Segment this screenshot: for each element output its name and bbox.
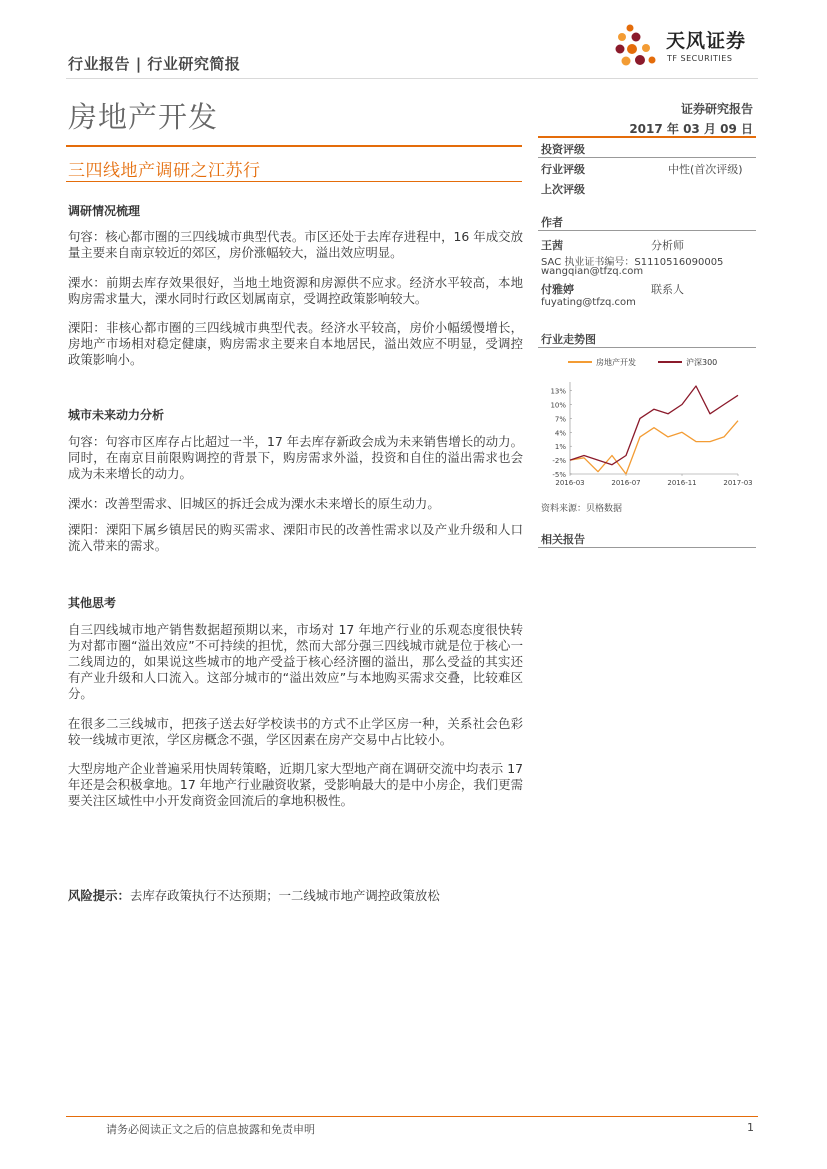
sidebar-rule: [538, 547, 756, 548]
x-tick-label: 2016-03: [555, 479, 585, 487]
x-tick-label: 2017-03: [723, 479, 753, 487]
paragraph: 溧阳：非核心都市圈的三四线城市典型代表。经济水平较高，房价小幅缓慢增长，房地产市场相对稳定健康，购房需求主要来自本地居民，溢出效应不明显，受调控政策影响小。: [68, 320, 523, 367]
author-role: 分析师: [651, 239, 684, 252]
y-tick-label: 1%: [554, 443, 566, 452]
section-heading: 城市未来动力分析: [68, 408, 165, 422]
title-rule: [66, 145, 522, 147]
sector-title: 房地产开发: [68, 100, 219, 134]
y-tick-label: 4%: [554, 429, 566, 438]
paragraph: 在很多二三线城市，把孩子送去好学校读书的方式不止学区房一种，关系社会色彩较一线城市更浓，学区房概念不强，学区因素在房产交易中占比较小。: [68, 716, 523, 747]
legend-label: 房地产开发: [596, 358, 636, 367]
paragraph: 溧水：前期去库存效果很好，当地土地资源和房源供不应求。经济水平较高，本地购房需求量大，溧水同时行政区划属南京，受调控政策影响较大。: [68, 275, 523, 306]
industry-rating-value: 中性(首次评级): [668, 163, 743, 176]
y-tick-label: -2%: [552, 457, 566, 466]
report-subtitle: 三四线地产调研之江苏行: [68, 161, 261, 181]
prev-rating-label: 上次评级: [541, 183, 585, 196]
chart-source: 资料来源：贝格数据: [541, 504, 623, 514]
sidebar-rule: [538, 157, 756, 158]
industry-rating-label: 行业评级: [541, 163, 585, 176]
paragraph: 自三四线城市地产销售数据超预期以来，市场对 17 年地产行业的乐观态度很快转为对都市圈“溢出效应”不可持续的担忧，然而大部分强三四线城市就是位于核心一二线周边的，如果说这些城市的地产受益于核心经济圈的溢出，那么受益的其实还有产业升级和人口流入。这部分城市的“溢出效应”与本地购买需求交叠，比较难区分。: [68, 622, 523, 701]
section-heading: 调研情况梳理: [68, 204, 141, 218]
sidebar-rule: [538, 347, 756, 348]
paragraph: 句容：核心都市圈的三四线城市典型代表。市区还处于去库存进程中，16 年成交放量主要来自南京较近的郊区，房价涨幅较大，溢出效应明显。: [68, 229, 523, 260]
paragraph: 大型房地产企业普遍采用快周转策略，近期几家大型地产商在调研交流中均表示 17 年还是会积极拿地。17 年地产行业融资收紧，受影响最大的是中小房企，我们更需要关注区域性中小开发商资金回流后的拿地积极性。: [68, 761, 523, 808]
header-divider: [66, 78, 758, 79]
x-tick-label: 2016-11: [667, 479, 697, 487]
legend-label: 沪深300: [686, 358, 718, 367]
trend-heading: 行业走势图: [541, 333, 596, 346]
footer-disclaimer[interactable]: 请务必阅读正文之后的信息披露和免责申明: [106, 1123, 315, 1136]
logo-subtitle: TF SECURITIES: [667, 54, 733, 63]
paragraph: 溧水：改善型需求、旧城区的拆迁会成为溧水未来增长的原生动力。: [68, 496, 440, 511]
y-tick-label: 10%: [550, 401, 566, 410]
subtitle-rule: [66, 181, 522, 182]
paragraph: 溧阳：溧阳下属乡镇居民的购买需求、溧阳市民的改善性需求以及产业升级和人口流入带来的需求。: [68, 522, 523, 553]
industry-trend-chart: [538, 350, 758, 500]
sidebar-top-rule: [538, 136, 756, 138]
author-license: SAC 执业证书编号：S1110516090005: [541, 257, 724, 268]
author-email[interactable]: fuyating@tfzq.com: [541, 297, 636, 308]
paragraph: 句容：句容市区库存占比超过一半，17 年去库存新政会成为未来销售增长的动力。同时，在南京目前限购调控的背景下，购房需求外溢，投资和自住的溢出需求也会成为未来增长的动力。: [68, 434, 523, 481]
series-line: [570, 421, 738, 474]
series-line: [570, 386, 738, 465]
author-email[interactable]: wangqian@tfzq.com: [541, 266, 644, 277]
x-tick-label: 2016-07: [611, 479, 641, 487]
y-tick-label: 7%: [554, 415, 566, 424]
y-tick-label: -5%: [552, 471, 566, 479]
risk-text: 去库存政策执行不达预期；一二线城市地产调控政策放松: [129, 888, 440, 903]
risk-warning: [68, 886, 440, 904]
section-heading: 其他思考: [68, 596, 117, 610]
risk-label: 风险提示：: [68, 888, 130, 903]
logo-name: 天风证券: [666, 30, 747, 52]
sidebar-rule: [538, 230, 756, 231]
author-role: 联系人: [651, 283, 684, 296]
y-tick-label: 13%: [550, 387, 566, 396]
page-number: 1: [747, 1121, 754, 1134]
report-type: 证券研究报告: [680, 102, 753, 116]
authors-heading: 作者: [541, 216, 563, 229]
author-name: 王茜: [541, 239, 563, 252]
report-date: 2017 年 03 月 09 日: [629, 122, 753, 136]
rating-heading: 投资评级: [541, 143, 585, 156]
report-category: 行业报告 | 行业研究简报: [68, 55, 241, 73]
author-name: 付雅婷: [541, 283, 574, 296]
footer-rule: [66, 1116, 758, 1117]
related-reports-heading: 相关报告: [541, 533, 585, 546]
